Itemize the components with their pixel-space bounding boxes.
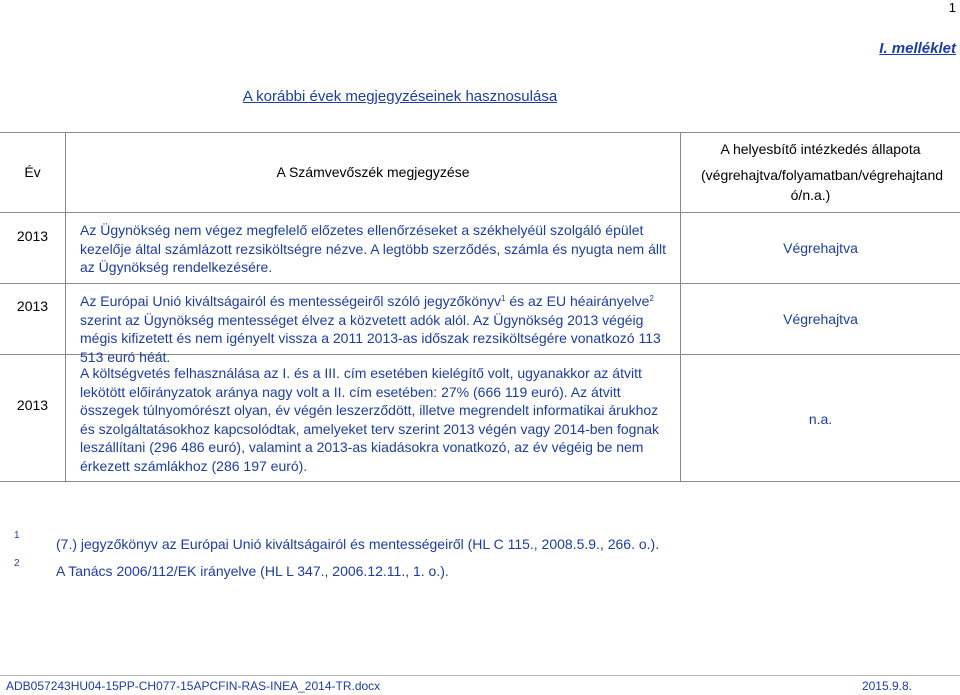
row-3-comment: A költségvetés felhasználása az I. és a III. cím esetében kielégítő volt, ugyanakkor az átvitt lekötött előirányzatok aránya nagy volt a II. cím esetében: 27% (666 119 euró). Az átvitt összegek túlnyomórészt olyan, év végén leszerződött, illetve megrendelt informatikai árukhoz és szolgáltatásokhoz kapcsolódtak, amelyeket terv szerint 2013 végén vagy 2014-ben fognak leszállítani (296 486 euró), valamint a 2013-as kiadásokra vonatkozó, az év végéig be nem érkezett számlákhoz (286 197 euró). — [80, 365, 660, 474]
row-divider — [0, 283, 960, 284]
annex-label: I. melléklet — [879, 40, 956, 57]
footer-divider — [0, 675, 960, 676]
footnote-ref-1[interactable]: 1 — [500, 294, 506, 303]
page-number: 1 — [948, 0, 956, 15]
row-2-comment — [80, 292, 674, 366]
footer-date: 2015.9.8. — [861, 679, 912, 693]
row-2-year: 2013 — [16, 298, 49, 314]
header-status — [681, 141, 960, 205]
table-top-border — [0, 132, 960, 133]
row-3-year: 2013 — [16, 397, 49, 413]
footnote-ref-2[interactable]: 2 — [649, 294, 654, 303]
row-2-comment-part3: szerint az Ügynökség mentességet élvez a közvetett adók alól. Az Ügynökség 2013 végéig mégis kifizetett és nem igényelt vissza a 2011 2013-as időszak rezsiköltségére vonatkozó 113 513 euró héát. — [80, 311, 661, 365]
row-2-status: Végrehajtva — [783, 311, 858, 327]
row-1-status: Végrehajtva — [783, 240, 858, 256]
row-1-year: 2013 — [16, 228, 49, 244]
row-1-comment: Az Ügynökség nem végez megfelelő előzetes ellenőrzéseket a székhelyéül szolgáló épület kezelője által számlázott rezsiköltségre nézve. A legtöbb szerződés, számla és nyugta nem állt az Ügynökség rendelkezésére. — [80, 222, 666, 275]
page-title: A korábbi évek megjegyzéseinek hasznosulása — [242, 88, 558, 105]
header-comment: A Számvevőszék megjegyzése — [276, 164, 470, 180]
footer-filename: ADB057243HU04-15PP-CH077-15APCFIN-RAS-INEA_2014-TR.docx — [6, 679, 381, 693]
header-bottom-border — [0, 212, 960, 213]
header-status-line1: A helyesbítő intézkedés állapota — [720, 141, 921, 157]
row-2-comment-part1: Az Európai Unió kiváltságairól és mentességeiről szóló jegyzőkönyv — [80, 293, 501, 309]
footnote-1-number: 1 — [14, 530, 20, 541]
table-bottom-border — [0, 481, 960, 482]
row-3-status: n.a. — [808, 411, 833, 427]
header-year: Év — [24, 164, 41, 180]
footnote-1-text: (7.) jegyzőkönyv az Európai Unió kiváltságairól és mentességeiről (HL C 115., 2008.5.9., 266. o.). — [56, 536, 660, 552]
header-status-line2: (végrehajtva/folyamatban/végrehajtand ó/n.a.) — [701, 167, 944, 203]
footnote-2-number: 2 — [14, 558, 20, 569]
footnote-2-text: A Tanács 2006/112/EK irányelve (HL L 347., 2006.12.11., 1. o.). — [56, 563, 449, 579]
column-divider — [65, 132, 66, 482]
row-2-comment-part2: és az EU héairányelve — [505, 293, 650, 309]
